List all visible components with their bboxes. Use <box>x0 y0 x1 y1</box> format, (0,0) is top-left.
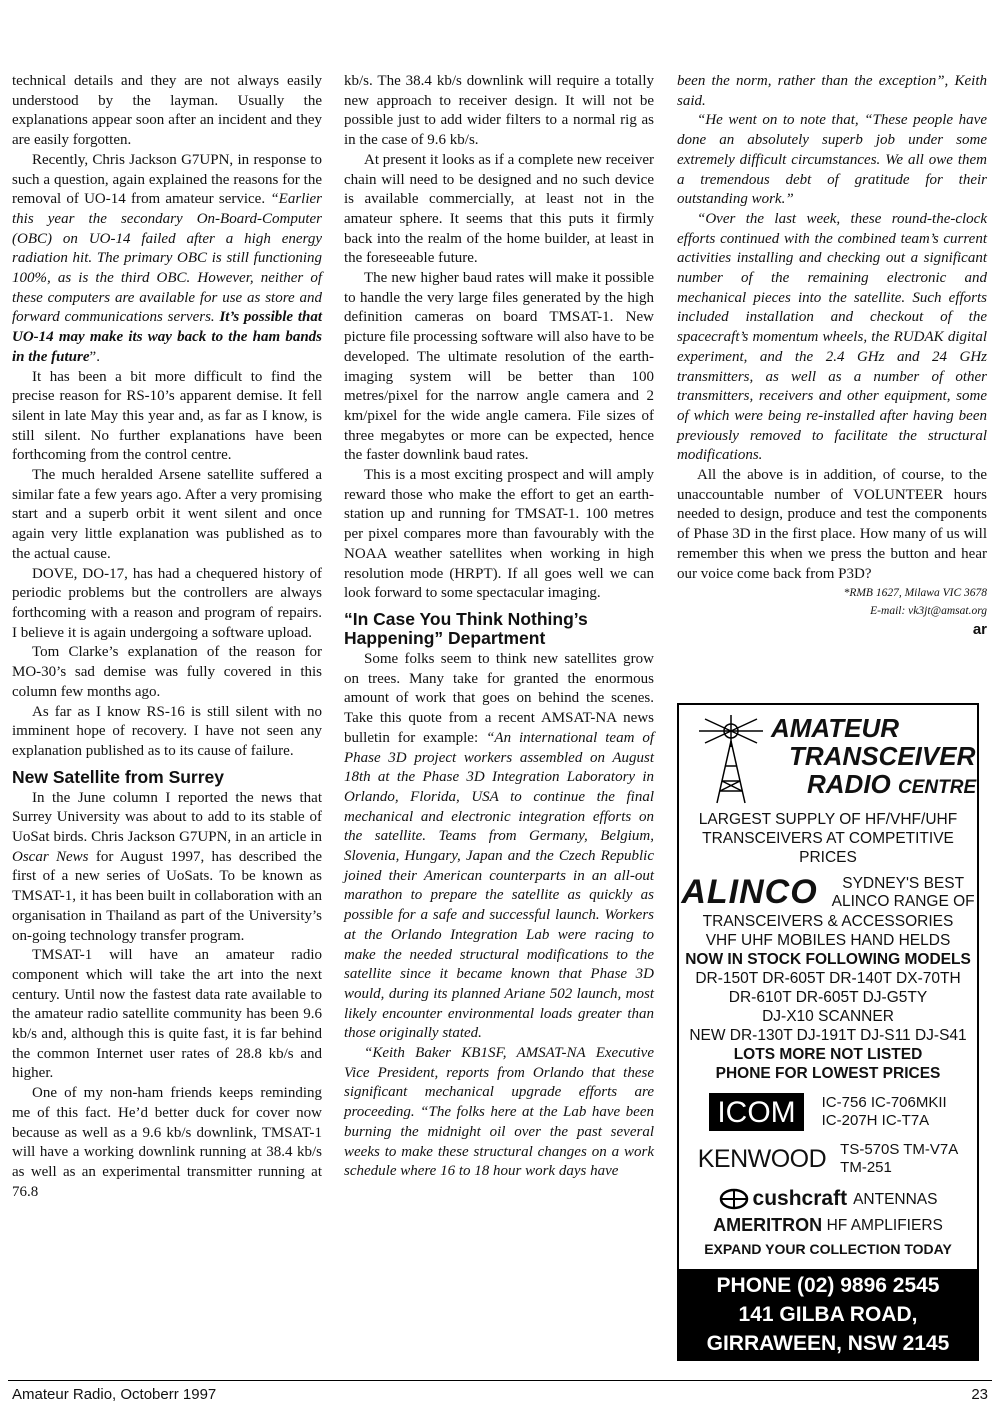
quote: “Earlier this year the secondary On-Board-Computer (OBC) on UO-14 failed after a high energy radiation hit. The primary OBC is still functioning 100%, as is the third OBC. However, neither of these computers are available for use as store and forward communications servers. <box>12 191 322 326</box>
text: In the June column I reported the news that Surrey University was about to add to its stable of UoSat birds. Chris Jackson G7UPN, in an article in <box>12 789 322 846</box>
ad-title-line2: TRANSCEIVER <box>789 741 976 771</box>
quote: been the norm, rather than the exception”, Keith said. <box>677 73 987 109</box>
ad-title-radio: RADIO <box>807 769 891 799</box>
ad-text: TM-251 <box>840 1159 892 1176</box>
alinco-logo: ALINCO <box>681 873 818 911</box>
footer-divider <box>8 1380 992 1381</box>
text: Recently, Chris Jackson G7UPN, in response to such a question, again explained the reasons for the removal of UO-14 from amateur service. <box>12 151 322 208</box>
paragraph: At present it looks as if a complete new receiver chain will need to be designed and no such device is available commercially, at least not in the amateur sphere. It seems that this puts it firmly back into the realm of the home builder, at least in the foreseeable future. <box>344 151 654 267</box>
paragraph: One of my non-ham friends keeps reminding me of this fact. He’d better duck for cover now because as well as a 9.6 kb/s downlink, TMSAT-1 will have a working downlink running at 38.4 kb/s as well as an experimental transmitter running at 76.8 <box>12 1085 322 1200</box>
ad-text: DR-610T DR-605T DJ-G5TY <box>728 989 928 1006</box>
ad-address-line1: 141 GILBA ROAD, <box>738 1303 918 1326</box>
ad-text: PRICES <box>799 849 857 866</box>
ad-text: EXPAND YOUR COLLECTION TODAY <box>704 1241 952 1257</box>
cushcraft-row <box>679 1187 977 1211</box>
ad-text: ALINCO RANGE OF <box>831 892 975 910</box>
paragraph <box>12 789 322 947</box>
paragraph: TMSAT-1 will have an amateur radio component which will take the art into the next century. Until now the fastest data rate available to the amateur radio satellite community has been 9.6 kb/s and, although this is quite fast, it is far behind the common Internet user rates of 28.8 kb/s and higher. <box>12 947 322 1082</box>
paragraph: The new higher baud rates will make it possible to handle the very large files generated by the high definition cameras on board TMSAT-1. New picture file processing software will also have to be developed. The ultimate resolution of the earth-imaging system will be better than 100 metres/pixel for the narrow angle camera and 2 km/pixel for the wide angle camera. File sizes of three megabytes or more can be expected, hence the faster downlink baud rates. <box>344 270 654 464</box>
paragraph: DOVE, DO-17, has had a chequered history of periodic problems but the controllers are always forthcoming with a reason and program of repairs. I believe it is again undergoing a software upload. <box>12 565 322 641</box>
ad-text: VHF UHF MOBILES HAND HELDS <box>705 932 951 949</box>
section-heading: “In Case You Think Nothing’s Happening” Department <box>344 608 588 648</box>
quote: “He went on to note that, “These people have done an absolutely superb job under some extremely difficult circumstances. We all owe them a tremendous debt of gratitude for their outstanding work.” <box>677 112 987 208</box>
quote-emphasis: It’s possible that UO-14 may make its way back to the ham bands in the future <box>12 309 323 365</box>
ad-address-line2: GIRRAWEEN, NSW 2145 <box>706 1332 950 1355</box>
ad-text: TRANSCEIVERS & ACCESSORIES <box>702 913 954 930</box>
paragraph: As far as I know RS-16 is still silent with no imminent hope of recovery. I have not seen any explanation published as to its cause of failure. <box>12 703 322 759</box>
ad-text: HF AMPLIFIERS <box>826 1217 943 1234</box>
ad-text: IC-207H IC-T7A <box>821 1112 930 1129</box>
ad-text: DR-150T DR-605T DR-140T DX-70TH <box>695 970 961 987</box>
ad-text: TS-570S TM-V7A <box>840 1141 959 1158</box>
icom-logo: ICOM <box>709 1093 803 1131</box>
publication-title: Oscar News <box>12 848 89 865</box>
paragraph <box>677 72 987 111</box>
ad-text: LOTS MORE NOT LISTED <box>733 1046 923 1063</box>
paragraph: It has been a bit more difficult to find the precise reason for RS-10’s apparent demise. It fell silent in late May this year and, as far as I know, is still silent. No further explanations have been forthcoming from the control centre. <box>12 368 322 464</box>
text: for August 1997, has described the first of a new series of UoSats. To be known as TMSAT-1, it has been built in collaboration with an organisation in Thailand as part of the University’s on-going technology transfer program. <box>12 848 322 944</box>
paragraph: The much heralded Arsene satellite suffered a similar fate a few years ago. After a very promising start and a superb orbit it went silent and once again very little explanation was published as to the actual cause. <box>12 467 322 562</box>
paragraph <box>344 1044 654 1182</box>
paragraph <box>677 210 987 466</box>
ad-text: SYDNEY'S BEST <box>842 874 965 892</box>
kenwood-models <box>840 1141 958 1177</box>
alinco-row <box>679 873 977 912</box>
advertisement <box>677 703 979 1361</box>
ad-contact-box <box>679 1269 977 1359</box>
paragraph <box>677 111 987 210</box>
alinco-tagline <box>832 875 975 911</box>
globe-icon <box>719 1188 749 1210</box>
ad-text: TRANSCEIVERS AT COMPETITIVE <box>702 830 954 847</box>
kenwood-row <box>679 1141 977 1177</box>
ad-text: NEW DR-130T DJ-191T DJ-S11 DJ-S41 <box>689 1027 967 1044</box>
quote: “Keith Baker KB1SF, AMSAT-NA Executive Vice President, reports from Orlando that these significant mechanical upgrade efforts are proceeding. “The folks here at the Lab have been burning the midnight oil over the past several weeks to make these structural changes on a work schedule where 16 to 18 hour work days have <box>344 1045 654 1180</box>
ad-text: ANTENNAS <box>853 1190 938 1208</box>
author-address: *RMB 1627, Milawa VIC 3678 <box>843 587 987 600</box>
author-email: E-mail: vk3jt@amsat.org <box>870 605 987 618</box>
icom-row <box>679 1093 977 1131</box>
paragraph: kb/s. The 38.4 kb/s downlink will require a totally new approach to receiver design. It will not be possible just to add wider filters to a normal rig as in the case of 9.6 kb/s. <box>344 73 654 149</box>
quote: “Over the last week, these round-the-clock efforts continued with the combined team’s current activities installing and checking out a significant number of the remaining electronic and mechanical pieces into the satellite. Such efforts included installation and checkout of the spacecraft’s momentum wheels, the RUDAK digital experiment, and the 2.4 GHz and 24 GHz transmitters, as well as a number of other transmitters, receivers and other equipment, some of which were being re-installed after having been previously removed to facilitate the structural modifications. <box>677 210 987 464</box>
ad-text: IC-756 IC-706MKII <box>821 1094 947 1111</box>
paragraph: This is a most exciting prospect and will amply reward those who make the effort to get an earth-station up and running for TMSAT-1. 100 metres per pixel compares more than favourably with the NOAA weather satellites when working in high resolution mode (HRPT). If all goes well we can look forward to some spectacular imaging. <box>344 467 654 602</box>
ad-phone: PHONE (02) 9896 2545 <box>716 1274 940 1297</box>
antenna-icon <box>695 711 767 806</box>
paragraph: technical details and they are not always easily understood by the layman. Usually the explanations appear soon after an incident and they are easily forgotten. <box>12 73 322 149</box>
paragraph: Tom Clarke’s explanation of the reason for MO-30’s sad demise was fully covered in this column few months ago. <box>12 644 322 700</box>
ad-title-line3 <box>807 769 976 800</box>
column-1 <box>12 72 322 1202</box>
column-3 <box>677 72 987 640</box>
ad-text: DJ-X10 SCANNER <box>762 1008 894 1025</box>
paragraph: All the above is in addition, of course, to the unaccountable number of VOLUNTEER hours needed to design, produce and test the components of Phase 3D in the first place. How many of us will remember this when we press the button and hear our voice come back from P3D? <box>677 467 987 582</box>
text: Some folks seem to think new satellites grow on trees. Many take for granted the enormous amount of work that goes on behind the scenes. Take this quote from a recent AMSAT-NA news bulletin for example: <box>344 650 654 746</box>
kenwood-logo: KENWOOD <box>697 1144 827 1173</box>
ad-title-line1: AMATEUR <box>771 713 900 743</box>
icom-models <box>822 1094 947 1130</box>
text: ”. <box>89 348 100 365</box>
cushcraft-logo: cushcraft <box>752 1187 848 1210</box>
ad-text: PHONE FOR LOWEST PRICES <box>715 1065 941 1082</box>
page-number: 23 <box>971 1386 988 1403</box>
ad-title-centre: CENTRE <box>898 777 977 798</box>
footer-publication: Amateur Radio, Octoberr 1997 <box>12 1386 217 1403</box>
section-heading: New Satellite from Surrey <box>12 766 225 787</box>
column-2 <box>344 72 654 1182</box>
ameritron-row <box>679 1215 977 1236</box>
paragraph <box>12 151 322 368</box>
atrc-logo <box>679 705 977 810</box>
paragraph <box>344 650 654 1044</box>
quote: “An international team of Phase 3D project workers assembled on August 18th at the Phase 3D Integration Laboratory in Orlando, Florida, USA to continue the final mechanical and electronic integration efforts on the satellite. Teams from Germany, Belgium, Slovenia, Hungary, Japan and the Czech Republic joined their American counterparts in an all-out marathon to prepare the satellite as quickly as possible for a safe and successful launch. Workers at the Orlando Integration Lab were racing to make the needed structural modifications to the satellite since it became known that Phase 3D would, during its planned Ariane 502 launch, most likely encounter environmental loads greater than those originally stated. <box>344 729 654 1042</box>
ameritron-logo: AMERITRON <box>713 1215 823 1235</box>
ad-text: NOW IN STOCK FOLLOWING MODELS <box>685 951 971 968</box>
ad-text: LARGEST SUPPLY OF HF/VHF/UHF <box>698 811 958 828</box>
ar-end-mark: ar <box>972 621 987 639</box>
